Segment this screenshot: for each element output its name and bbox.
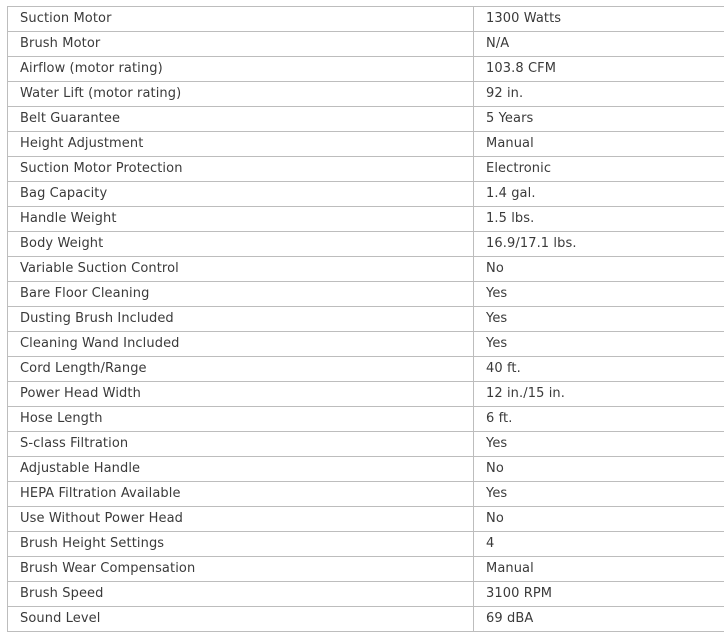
spec-value: Yes — [474, 332, 724, 357]
spec-value: N/A — [474, 32, 724, 57]
spec-value: 1.5 lbs. — [474, 207, 724, 232]
spec-label: Bare Floor Cleaning — [8, 282, 474, 307]
spec-label: Brush Height Settings — [8, 532, 474, 557]
spec-row — [8, 407, 724, 432]
spec-label: Bag Capacity — [8, 182, 474, 207]
spec-label: Brush Speed — [8, 582, 474, 607]
spec-label: Height Adjustment — [8, 132, 474, 157]
spec-row — [8, 232, 724, 257]
spec-value: Manual — [474, 557, 724, 582]
spec-row — [8, 107, 724, 132]
spec-value: Manual — [474, 132, 724, 157]
spec-label: S-class Filtration — [8, 432, 474, 457]
spec-label: Cleaning Wand Included — [8, 332, 474, 357]
spec-label: Brush Wear Compensation — [8, 557, 474, 582]
spec-row — [8, 132, 724, 157]
spec-value: 6 ft. — [474, 407, 724, 432]
spec-label: Power Head Width — [8, 382, 474, 407]
spec-value: No — [474, 457, 724, 482]
spec-label: Use Without Power Head — [8, 507, 474, 532]
spec-row — [8, 382, 724, 407]
spec-value: 40 ft. — [474, 357, 724, 382]
specifications-table — [7, 6, 724, 632]
spec-label: HEPA Filtration Available — [8, 482, 474, 507]
spec-label: Handle Weight — [8, 207, 474, 232]
spec-row — [8, 157, 724, 182]
spec-label: Variable Suction Control — [8, 257, 474, 282]
spec-row — [8, 482, 724, 507]
spec-label: Belt Guarantee — [8, 107, 474, 132]
spec-row — [8, 257, 724, 282]
spec-value: 5 Years — [474, 107, 724, 132]
spec-value: 1.4 gal. — [474, 182, 724, 207]
spec-label: Water Lift (motor rating) — [8, 82, 474, 107]
spec-row — [8, 182, 724, 207]
spec-row — [8, 457, 724, 482]
spec-value: Electronic — [474, 157, 724, 182]
spec-label: Body Weight — [8, 232, 474, 257]
spec-value: 103.8 CFM — [474, 57, 724, 82]
spec-value: 1300 Watts — [474, 7, 724, 32]
spec-value: 12 in./15 in. — [474, 382, 724, 407]
spec-label: Suction Motor Protection — [8, 157, 474, 182]
spec-row — [8, 607, 724, 632]
spec-value: 92 in. — [474, 82, 724, 107]
spec-value: 69 dBA — [474, 607, 724, 632]
specifications-table-body — [8, 7, 724, 632]
spec-row — [8, 507, 724, 532]
spec-row — [8, 532, 724, 557]
spec-label: Adjustable Handle — [8, 457, 474, 482]
spec-row — [8, 207, 724, 232]
spec-row — [8, 582, 724, 607]
spec-label: Brush Motor — [8, 32, 474, 57]
spec-label: Cord Length/Range — [8, 357, 474, 382]
spec-label: Sound Level — [8, 607, 474, 632]
spec-value: No — [474, 257, 724, 282]
spec-value: Yes — [474, 432, 724, 457]
spec-row — [8, 357, 724, 382]
spec-value: Yes — [474, 307, 724, 332]
spec-value: 16.9/17.1 lbs. — [474, 232, 724, 257]
spec-value: Yes — [474, 482, 724, 507]
spec-label: Airflow (motor rating) — [8, 57, 474, 82]
spec-row — [8, 82, 724, 107]
spec-label: Suction Motor — [8, 7, 474, 32]
spec-value: No — [474, 507, 724, 532]
spec-row — [8, 282, 724, 307]
spec-label: Dusting Brush Included — [8, 307, 474, 332]
spec-value: 3100 RPM — [474, 582, 724, 607]
spec-row — [8, 557, 724, 582]
spec-label: Hose Length — [8, 407, 474, 432]
spec-row — [8, 57, 724, 82]
spec-row — [8, 32, 724, 57]
spec-row — [8, 307, 724, 332]
spec-value: Yes — [474, 282, 724, 307]
spec-row — [8, 332, 724, 357]
spec-row — [8, 7, 724, 32]
spec-value: 4 — [474, 532, 724, 557]
spec-row — [8, 432, 724, 457]
